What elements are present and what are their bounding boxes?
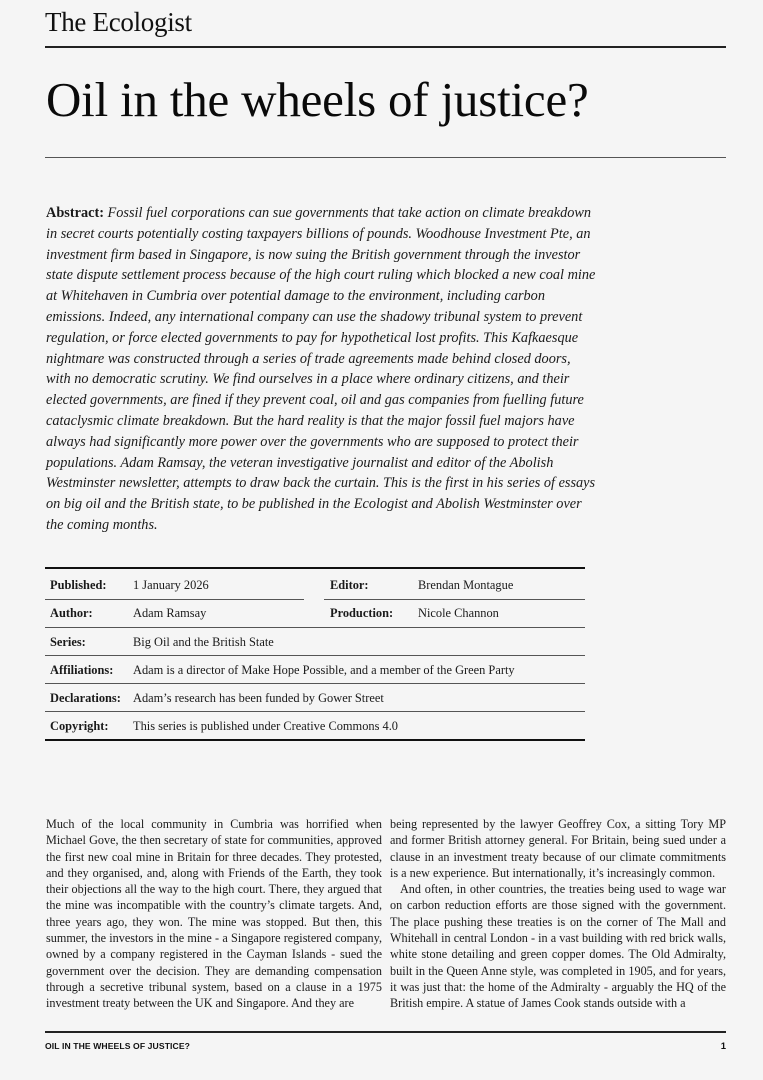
row-divider (45, 683, 585, 684)
body-paragraph: Much of the local community in Cumbria was horrified when Michael Gove, the then secretary of state for communities, approved the first new coal mine in Britain for three decades. They protested, and they organised, and, along with Friends of the Earth, they took their objections all the way to the high court. There, they argued that the mine was incompatible with the country’s climate targets. And, three years ago, they won. The mine was stopped. But then, this summer, the investors in the mine - a Singapore registered company, owned by a company registered in the Cayman Islands - sued the government over the decision. They are demanding compensation through a secretive tribunal system, based on a clause in a 1975 investment treaty between the UK and Singapore. And they are (46, 817, 382, 1011)
affiliations-value: Adam is a director of Make Hope Possible, and a member of the Green Party (133, 663, 515, 677)
copyright-value: This series is published under Creative Commons 4.0 (133, 719, 398, 733)
metadata-bottom-rule (45, 739, 585, 741)
abstract (46, 203, 596, 536)
published-label: Published: (50, 578, 107, 592)
row-divider (45, 599, 304, 600)
body-column-left (46, 816, 382, 1012)
abstract-text: Fossil fuel corporations can sue governments that take action on climate breakdown in secret courts potentially costing taxpayers billions of pounds. Woodhouse Investment Pte, an investment firm based in Singapore, is now suing the British government through the investor state dispute settlement process because of the high court ruling which blocked a new coal mine at Whitehaven in Cumbria over potential damage to the environment, including carbon emissions. Indeed, any international company can use the shadowy tribunal system to prevent regulation, or force elected governments to pay for hypothetical lost profits. This Kafkaesque nightmare was constructed through a series of trade agreements made behind closed doors, with no democratic scrutiny. We find ourselves in a place where ordinary citizens, and their elected governments, are fined if they prevent coal, oil and gas companies from fuelling future cataclysmic climate breakdown. But the hard reality is that the major fossil fuel majors have always had significantly more power over the governments who are supposed to protect their populations. Adam Ramsay, the veteran investigative journalist and editor of the Abolish Westminster newsletter, attempts to draw back the curtain. This is the first in his series of essays on big oil and the British state, to be published in the Ecologist and Abolish Westminster over the coming months. (46, 205, 596, 533)
production-label: Production: (330, 606, 394, 620)
editor-value: Brendan Montague (418, 578, 514, 592)
body-paragraph: And often, in other countries, the treaties being used to wage war on carbon reduction efforts are those signed with the government. The place pushing these treaties is on the corner of The Mall and Whitehall in central London - in a vast building with red brick walls, white stone detailing and green copper domes. The Old Admiralty, built in the Queen Anne style, was completed in 1905, and for years, it was just that: the home of the Admiralty - arguably the HQ of the British empire. A statue of James Cook stands outside with a (390, 882, 726, 1011)
body-column-right (390, 816, 726, 1012)
metadata-top-rule (45, 567, 585, 569)
declarations-label: Declarations: (50, 691, 121, 705)
row-divider (324, 599, 585, 600)
production-value: Nicole Channon (418, 606, 499, 620)
body-paragraph: being represented by the lawyer Geoffrey Cox, a sitting Tory MP and former British attorney general. For Britain, being sued under a clause in an investment treaty because of our climate commitments is a new experience. But internationally, it’s increasingly common. (390, 817, 726, 880)
footer-divider (45, 1031, 726, 1033)
row-divider (45, 711, 585, 712)
title-divider (45, 157, 726, 158)
author-label: Author: (50, 606, 93, 620)
running-title: OIL IN THE WHEELS OF JUSTICE? (45, 1041, 191, 1051)
editor-label: Editor: (330, 578, 369, 592)
article-title: Oil in the wheels of justice? (46, 72, 589, 127)
series-value: Big Oil and the British State (133, 635, 274, 649)
header-divider (45, 46, 726, 48)
series-label: Series: (50, 635, 86, 649)
publication-masthead: The Ecologist (45, 7, 192, 37)
published-value: 1 January 2026 (133, 578, 209, 592)
author-value: Adam Ramsay (133, 606, 207, 620)
abstract-label: Abstract: (46, 205, 104, 221)
copyright-label: Copyright: (50, 719, 109, 733)
page-number: 1 (720, 1041, 726, 1052)
affiliations-label: Affiliations: (50, 663, 114, 677)
declarations-value: Adam’s research has been funded by Gower Street (133, 691, 384, 705)
row-divider (45, 655, 585, 656)
row-divider (45, 627, 585, 628)
